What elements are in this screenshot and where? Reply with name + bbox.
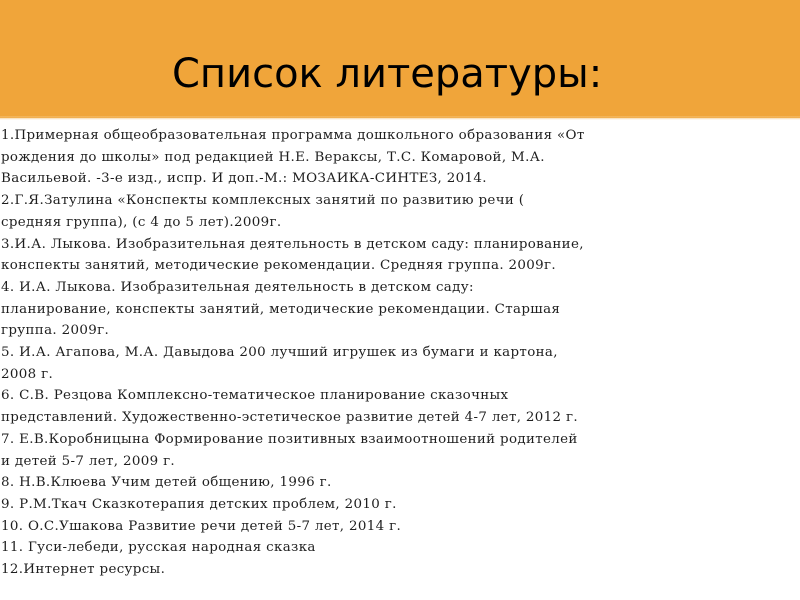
reference-line: 3.И.А. Лыкова. Изобразительная деятельность в детском саду: планирование, xyxy=(1,236,584,252)
reference-line: 5. И.А. Агапова, М.А. Давыдова 200 лучший игрушек из бумаги и картона, xyxy=(1,345,558,361)
reference-line: 6. С.В. Резцова Комплексно-тематическое планирование сказочных xyxy=(1,388,509,404)
reference-line: 1.Примерная общеобразовательная программа дошкольного образования «От xyxy=(1,128,585,143)
reference-line: 12.Интернет ресурсы. xyxy=(1,562,166,578)
reference-line: 4. И.А. Лыкова. Изобразительная деятельность в детском саду: xyxy=(1,279,474,295)
reference-line: планирование, конспекты занятий, методические рекомендации. Старшая xyxy=(1,301,561,317)
reference-list xyxy=(1,125,800,581)
reference-line: 7. Е.В.Коробницына Формирование позитивных взаимоотношений родителей xyxy=(1,431,578,447)
reference-line: 9. Р.М.Ткач Сказкотерапия детских проблем, 2010 г. xyxy=(1,496,397,512)
reference-line: и детей 5-7 лет, 2009 г. xyxy=(1,453,176,469)
reference-line: конспекты занятий, методические рекомендации. Средняя группа. 2009г. xyxy=(1,258,556,274)
reference-line: 2008 г. xyxy=(1,366,54,382)
reference-line: Васильевой. -3-е изд., испр. И доп.-М.: МОЗАИКА-СИНТЕЗ, 2014. xyxy=(1,171,487,187)
slide-title: Список литературы: xyxy=(172,51,603,97)
reference-line: 10. О.С.Ушакова Развитие речи детей 5-7 лет, 2014 г. xyxy=(1,518,402,534)
reference-line: представлений. Художественно-эстетическое развитие детей 4-7 лет, 2012 г. xyxy=(1,410,578,426)
reference-line: 8. Н.В.Клюева Учим детей общению, 1996 г. xyxy=(1,475,332,491)
reference-line: группа. 2009г. xyxy=(1,323,110,339)
reference-line: средняя группа), (с 4 до 5 лет).2009г. xyxy=(1,214,282,230)
reference-line: 11. Гуси-лебеди, русская народная сказка xyxy=(1,540,316,556)
reference-line: рождения до школы» под редакцией Н.Е. Веракcы, Т.С. Комаровой, М.А. xyxy=(1,149,545,165)
reference-line: 2.Г.Я.Затулина «Конспекты комплексных занятий по развитию речи ( xyxy=(1,193,525,209)
